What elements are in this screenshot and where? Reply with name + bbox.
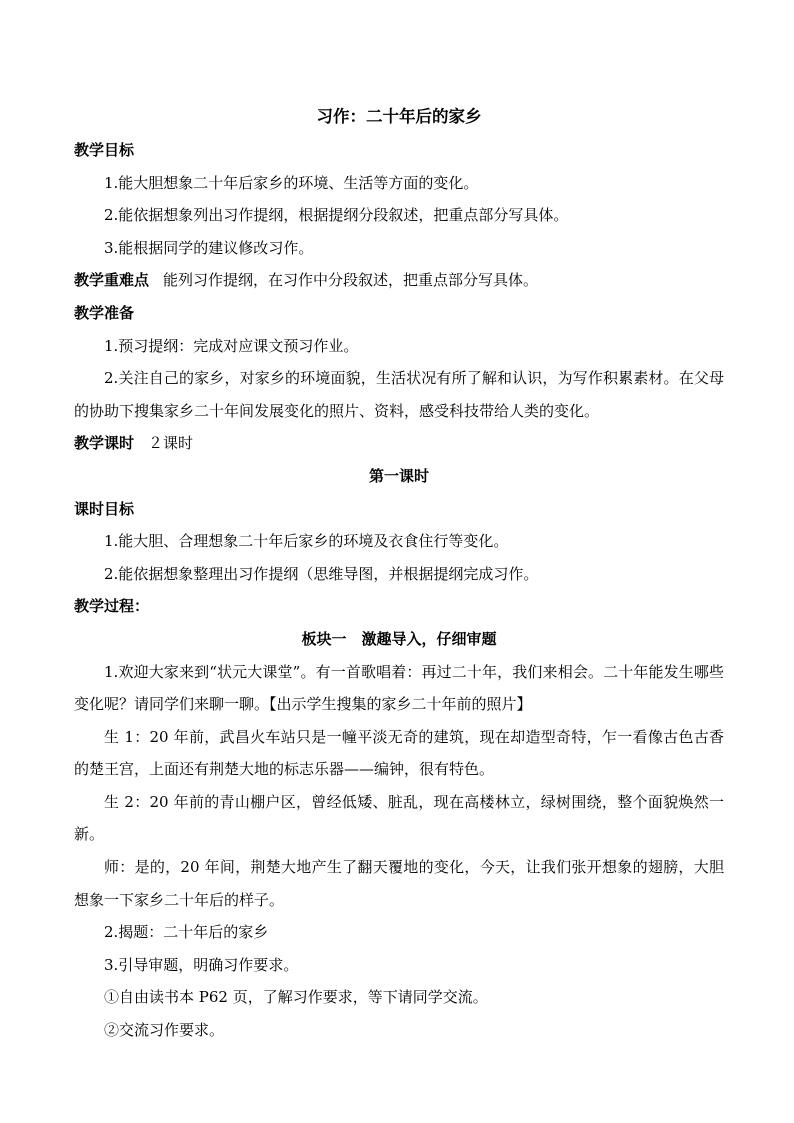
periods-heading: 教学课时	[74, 434, 135, 453]
key-points-row	[74, 264, 724, 297]
periods-row	[74, 427, 724, 460]
process-paragraph: 2.揭题：二十年后的家乡	[104, 923, 269, 942]
process-heading: 教学过程：	[74, 597, 150, 616]
goal-item: 2.能依据想象列出习作提纲，根据提纲分段叙述，把重点部分写具体。	[104, 206, 569, 225]
process-paragraph: ②交流习作要求。	[104, 1021, 225, 1040]
process-paragraph: 3.引导审题，明确习作要求。	[104, 955, 299, 974]
document-page	[74, 100, 724, 1047]
goals-heading: 教学目标	[74, 141, 135, 159]
preparation-heading: 教学准备	[74, 303, 135, 322]
periods-text: ２课时	[148, 434, 194, 453]
goal-item: 3.能根据同学的建议修改习作。	[104, 238, 314, 257]
process-paragraph: 生 2：20 年前的青山棚户区，曾经低矮、脏乱，现在高楼林立，绿树围绕，整个面貌焕然一新。	[74, 792, 724, 844]
process-paragraph: 1.欢迎大家来到“状元大课堂”。有一首歌唱着：再过二十年，我们来相会。二十年能发生哪些变化呢？请同学们来聊一聊。【出示学生搜集的家乡二十年前的照片】	[74, 662, 724, 714]
key-points-heading: 教学重难点	[74, 271, 150, 290]
key-points-text: 能列习作提纲，在习作中分段叙述，把重点部分写具体。	[163, 271, 539, 290]
document-title: 习作：二十年后的家乡	[316, 107, 482, 126]
lesson-goal-item: 1.能大胆、合理想象二十年后家乡的环境及衣食住行等变化。	[104, 532, 509, 551]
preparation-item: 2.关注自己的家乡，对家乡的环境面貌，生活状况有所了解和认识，为写作积累素材。在父母的协助下搜集家乡二十年间发展变化的照片、资料，感受科技带给人类的变化。	[74, 369, 724, 420]
lesson-goal-heading: 课时目标	[74, 499, 135, 518]
lesson-heading: 第一课时	[368, 466, 429, 485]
section-heading: 板块一 激趣导入，仔细审题	[301, 629, 497, 648]
process-paragraph: ①自由读书本 P62 页，了解习作要求，等下请同学交流。	[104, 988, 488, 1007]
process-paragraph: 师：是的，20 年间，荆楚大地产生了翻天覆地的变化，今天，让我们张开想象的翅膀，大胆想象一下家乡二十年后的样子。	[74, 858, 724, 909]
preparation-item: 1.预习提纲：完成对应课文预习作业。	[104, 336, 359, 355]
goal-item: 1.能大胆想象二十年后家乡的环境、生活等方面的变化。	[104, 173, 479, 192]
process-paragraph: 生 1：20 年前，武昌火车站只是一幢平淡无奇的建筑，现在却造型奇特，乍一看像古色古香的楚王宫，上面还有荆楚大地的标志乐器——编钟，很有特色。	[74, 727, 724, 779]
lesson-goal-item: 2.能依据想象整理出习作提纲（思维导图，并根据提纲完成习作。	[104, 564, 539, 583]
